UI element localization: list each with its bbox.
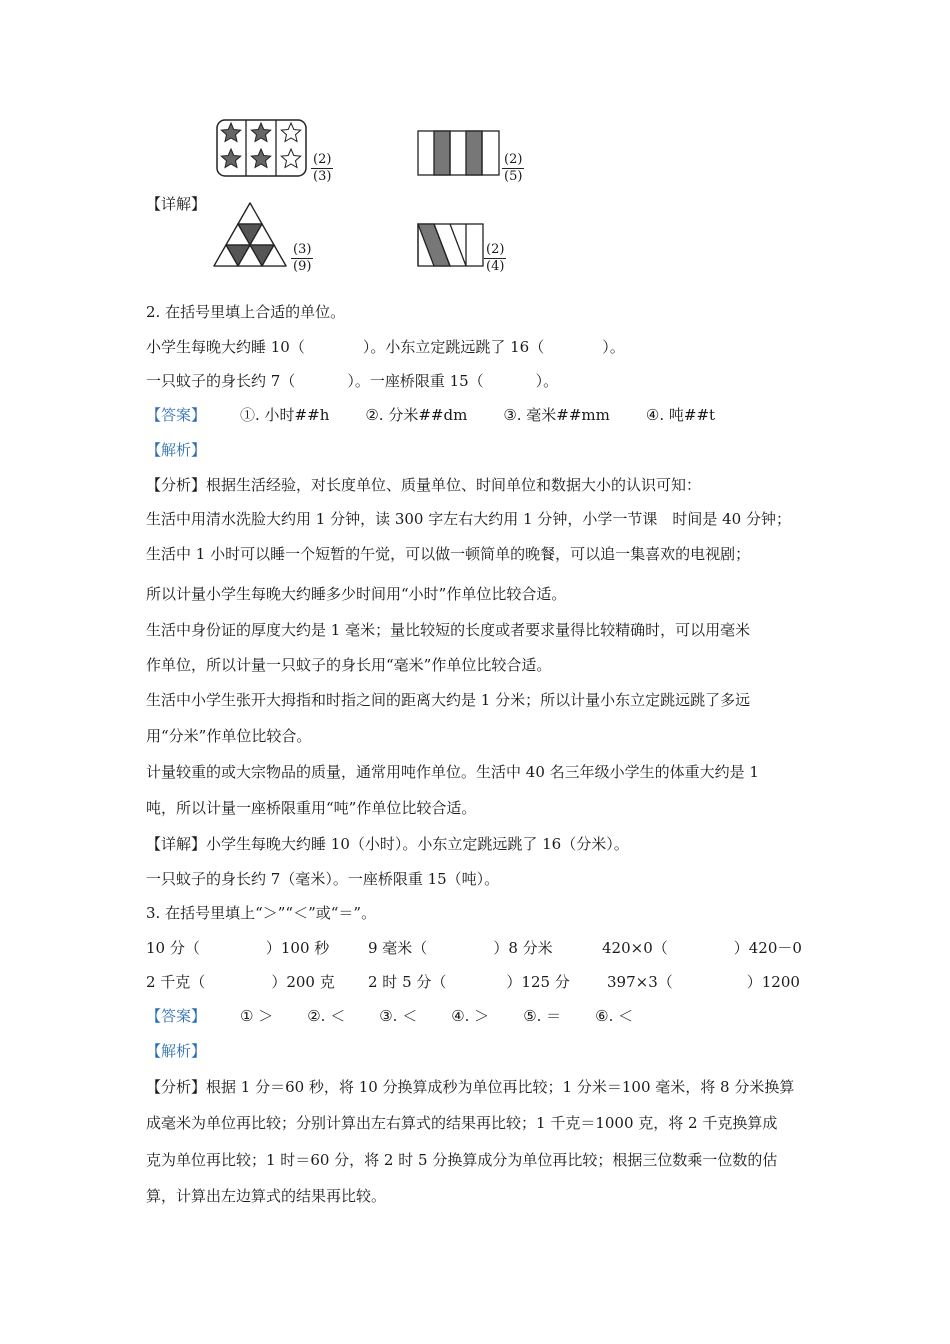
triangle-figure (214, 203, 286, 266)
answer-label: 【答案】 (146, 1007, 207, 1025)
answer-label: 【答案】 (146, 406, 207, 424)
q3-item: 9 毫米（ ）8 分米 (368, 939, 553, 957)
q3-item: 2 时 5 分（ ）125 分 (368, 973, 570, 991)
q2-analysis-line: 作单位，所以计量一只蚊子的身长用“毫米”作单位比较合适。 (146, 656, 552, 674)
q3-jiexi-label: 【解析】 (146, 1042, 207, 1060)
q3-analysis-line: 成毫米为单位再比较；分别计算出左右算式的结果再比较；1 千克＝1000 克，将 2 千克换算成 (146, 1114, 778, 1132)
q3-item: 10 分（ ）100 秒 (146, 939, 330, 957)
star-box-figure (217, 120, 306, 176)
q2-line1: 小学生每晚大约睡 10（ ）。小东立定跳远跳了 16（ ）。 (146, 338, 625, 356)
q2-line2: 一只蚊子的身长约 7（ ）。一座桥限重 15（ ）。 (146, 372, 559, 390)
q2-analysis-line: 【分析】根据生活经验，对长度单位、质量单位、时间单位和数据大小的认识可知： (146, 476, 702, 494)
parallelogram-rect-figure (418, 224, 483, 266)
q2-analysis-line: 用“分米”作单位比较合。 (146, 727, 312, 745)
q2-detail-line: 一只蚊子的身长约 7（毫米）。一座桥限重 15（吨）。 (146, 870, 500, 888)
q2-analysis-line: 吨，所以计量一座桥限重用“吨”作单位比较合适。 (146, 799, 477, 817)
q2-analysis-line: 所以计量小学生每晚大约睡多少时间用“小时”作单位比较合适。 (146, 585, 567, 603)
q3-item: 397×3（ ）1200 (607, 973, 800, 991)
figure-detail-label: 【详解】 (146, 195, 207, 213)
q2-analysis-line: 计量较重的或大宗物品的质量，通常用吨作单位。生活中 40 名三年级小学生的体重大约是 1 (146, 763, 759, 781)
fraction-triangle: $\frac{(3)}{(9)}$ (293, 242, 312, 274)
q3-answers: 【答案】 ① ＞ ②. ＜ ③. ＜ ④. ＞ ⑤. ＝ ⑥. ＜ (146, 1007, 634, 1025)
q2-analysis-line: 生活中 1 小时可以睡一个短暂的午觉，可以做一顿简单的晚餐，可以追一集喜欢的电视剧； (146, 545, 751, 563)
fraction-star-box: $\frac{(2)}{(3)}$ (313, 152, 332, 184)
fraction-striped-rect: $\frac{(2)}{(5)}$ (504, 152, 523, 184)
q3-title: 3. 在括号里填上“＞”“＜”或“＝”。 (146, 904, 377, 922)
striped-rect-figure (418, 131, 499, 175)
q2-analysis-line: 生活中用清水洗脸大约用 1 分钟，读 300 字左右大约用 1 分钟，小学一节课 时间是 40 分钟； (146, 510, 791, 528)
fraction-parallelogram: $\frac{(2)}{(4)}$ (486, 242, 505, 274)
q2-answers: 【答案】 ①. 小时##h ②. 分米##dm ③. 毫米##mm ④. 吨##t (146, 406, 716, 424)
q2-jiexi-label: 【解析】 (146, 441, 207, 459)
q3-analysis-line: 【分析】根据 1 分＝60 秒，将 10 分换算成秒为单位再比较；1 分米＝100 毫米，将 8 分米换算 (146, 1078, 795, 1096)
q3-analysis-line: 克为单位再比较；1 时＝60 分，将 2 时 5 分换算成分为单位再比较；根据三位数乘一位数的估 (146, 1151, 778, 1169)
q2-detail-line: 【详解】小学生每晚大约睡 10（小时）。小东立定跳远跳了 16（分米）。 (146, 835, 629, 853)
q3-item: 420×0（ ）420－0 (602, 939, 802, 957)
q2-analysis-line: 生活中小学生张开大拇指和时指之间的距离大约是 1 分米；所以计量小东立定跳远跳了多远 (146, 691, 751, 709)
q3-item: 2 千克（ ）200 克 (146, 973, 335, 991)
q3-analysis-line: 算，计算出左边算式的结果再比较。 (146, 1187, 387, 1205)
q2-analysis-line: 生活中身份证的厚度大约是 1 毫米；量比较短的长度或者要求量得比较精确时，可以用毫米 (146, 621, 751, 639)
figures-area (0, 0, 950, 290)
q2-title: 2. 在括号里填上合适的单位。 (146, 303, 346, 321)
